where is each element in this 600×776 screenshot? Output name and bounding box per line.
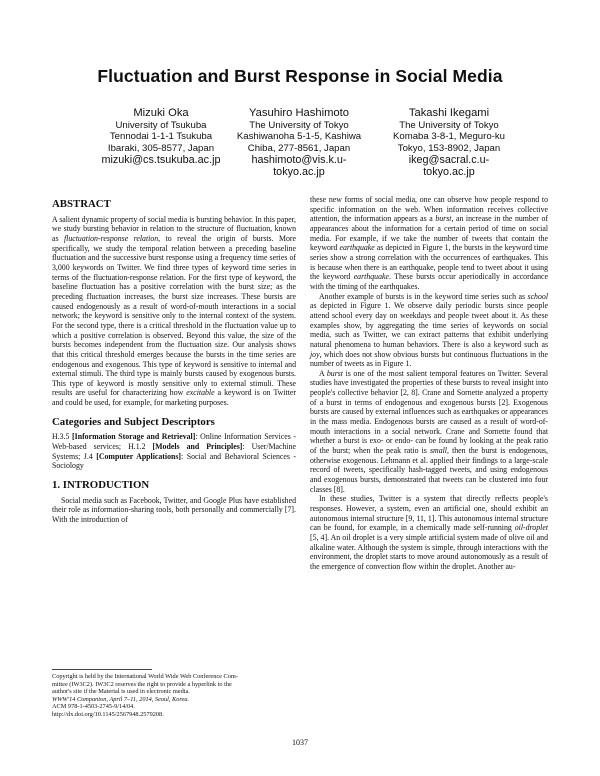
author-block <box>364 107 534 179</box>
footnote-line: http://dx.doi.org/10.1145/2567948.2579208. <box>52 710 164 718</box>
author-name: Takashi Ikegami <box>408 107 490 119</box>
author-email: mizuki@cs.tsukuba.ac.jp <box>101 153 221 166</box>
footnote-line: ACM 978-1-4503-2745-9/14/04. <box>52 703 135 710</box>
categories-heading: Categories and Subject Descriptors <box>52 415 215 428</box>
footnote-line: mittee (IW3C2). IW3C2 reserves the right to provide a hyperlink to the <box>52 680 232 688</box>
body-paragraph: these new forms of social media, one can observe how people respond to specific information on the web. When information receives collective attention, the information appears as a burst, an increase in the number of appearances about the information for a certain period of time on social media. For example, if we take the number of tweets that contain the keyword earthquake as depicted in Figure 1, the bursts in the keyword time series show a strong correlation with the occurrences of earthquakes. This is because when there is an earthquake, people tend to tweet about it using the keyword earthquake. These bursts occur aperiodically in accordance with the timing of the earthquakes. <box>310 195 548 291</box>
author-address: Ibaraki, 305-8577, Japan <box>107 142 215 154</box>
page-number: 1037 <box>292 738 308 747</box>
footnote-line: Copyright is held by the International World Wide Web Conference Com- <box>52 673 238 680</box>
footnote-divider <box>52 669 152 670</box>
introduction-heading: 1. INTRODUCTION <box>52 479 150 492</box>
author-email: hashimoto@vis.k.u- tokyo.ac.jp <box>251 153 347 179</box>
author-block <box>214 107 384 179</box>
paper-title: Fluctuation and Burst Response in Social Media <box>97 66 503 86</box>
left-column <box>52 200 296 525</box>
copyright-footnote <box>52 669 296 718</box>
categories-text: H.3.5 [Information Storage and Retrieval]: Online Information Services - Web-based services; H.1.2 [Models and Principles]: User/Machine Systems; J.4 [Computer Applications]: Social and Behavioral Sciences - Sociology <box>52 432 297 471</box>
author-name: Mizuki Oka <box>133 107 189 119</box>
body-paragraph: A burst is one of the most salient temporal features on Twitter. Several studies have investigated the properties of these bursts to reveal insight into people's collective behavior [2, 8]. Crane and Sornette analyzed a property of a burst in terms of endogenous and exogenous bursts [2]. Exogenous bursts are caused by external influences such as earthquakes or appearances in the mass media. Endogenous bursts are caused as a result of word-of-mouth interactions in a social network. Crane and Sornette found that whether a burst is exo- or endo- can be found by looking at the peak ratio of the burst; when the peak ratio is small, then the burst is endogenous, otherwise exogenous. Lehmann et al. applied their findings to a large-scale record of tweets, specifically hash-tagged tweets, and using endogenous and exogenous bursts, demonstrated that tweets can be clustered into four classes [8]. <box>310 368 549 494</box>
author-name: Yasuhiro Hashimoto <box>249 107 349 119</box>
author-affiliation: The University of Tokyo <box>249 120 349 131</box>
intro-paragraph: Social media such as Facebook, Twitter, and Google Plus have established their role as information-sharing tools, both personally and commercially [7]. With the introduction of <box>52 495 296 525</box>
footnote-line: WWW'14 Companion, April 7–11, 2014, Seoul, Korea. <box>52 695 190 703</box>
author-address: Komaba 3-8-1, Meguro-ku <box>393 131 505 143</box>
body-paragraph: In these studies, Twitter is a system that directly reflects people's responses. However, a system, even an artificial one, should exhibit an autonomous internal structure [9, 11, 1]. This autonomous internal structure can be found, for example, in a chemically made self-running oil-droplet [5, 4]. An oil droplet is a very simple artificial system made of olive oil and alkaline water. Although the system is simple, through interactions with the environment, the droplet starts to move around autonomously as a result of the emergence of convection flow within the droplet. Another au- <box>310 494 548 571</box>
author-affiliation: The University of Tokyo <box>399 120 499 131</box>
footnote-line: author's site if the Material is used in electronic media. <box>52 688 190 695</box>
author-address: Tokyo, 153-8902, Japan <box>397 142 501 154</box>
author-address: Chiba, 277-8561, Japan <box>247 142 351 154</box>
author-affiliation: University of Tsukuba <box>115 120 207 131</box>
author-address: Tennodai 1-1-1 Tsukuba <box>109 131 213 143</box>
body-paragraph: Another example of bursts is in the keyword time series such as school as depicted in Figure 1. We observe daily periodic bursts since people attend school every day on weekdays and people tweet about it. As these examples show, by aggregating the time series of keywords on social media, such as Twitter, we can extract patterns that exhibit underlying natural phenomena to human behaviors. There is also a keyword such as joy, which does not show obvious bursts but continuous fluctuations in the number of tweets as in Figure 1. <box>310 291 548 369</box>
author-email: ikeg@sacral.c.u- tokyo.ac.jp <box>408 153 490 179</box>
right-column <box>310 195 548 572</box>
author-address: Kashiwanoha 5-1-5, Kashiwa <box>236 131 362 143</box>
abstract-heading: ABSTRACT <box>52 198 111 210</box>
abstract-text: A salient dynamic property of social media is bursting behavior. In this paper, we study bursting behavior in relation to the structure of fluctuation, known as fluctuation-response relation, to reveal the origin of bursts. More specifically, we study the temporal relation between a preceding baseline fluctuation and the successive burst response using a frequency time series of 3,000 keywords on Twitter. We find three types of keyword time series in terms of the fluctuation-response relation. For the first type of keyword, the baseline fluctuation has a positive correlation with the burst size; as the preceding fluctuation increases, the burst size increases. These bursts are caused endogenously as a result of word-of-mouth interactions in a social network; the keyword is sensitive only to the internal context of the system. For the second type, there is a critical threshold in the fluctuation value up to which a positive correlation is observed. Beyond this value, the size of the bursts becomes independent from the fluctuation size. Our analysis shows that this critical threshold emerges because the bursts in the time series are endogenous and exogenous. This type of keyword is sensitive to internal and external stimuli. The third type is mainly bursts caused by exogenous bursts. This type of keyword is mostly sensitive only to external stimuli. These results are useful for characterizing how excitable a keyword is on Twitter and could be used, for example, for marketing purposes. <box>52 214 297 408</box>
